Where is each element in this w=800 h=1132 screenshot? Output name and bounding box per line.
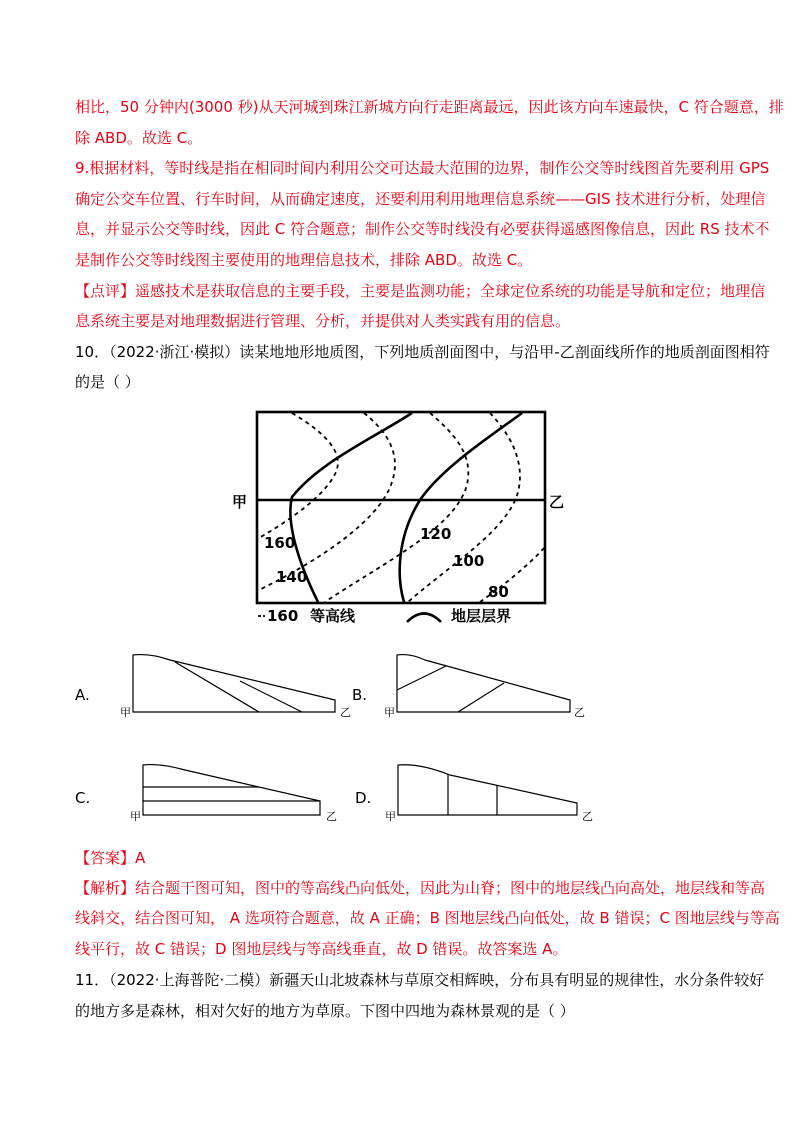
option-b-stratum-1: [397, 666, 446, 690]
contour-label-80: 80: [488, 583, 509, 601]
q10-stem-line-2: 的是（ ）: [75, 373, 140, 391]
q11-stem-line-1: 11．（2022·上海普陀·二模）新疆天山北坡森林与草原交相辉映，分布具有明显的规律性，水分条件较好: [75, 971, 765, 989]
contour-line-160: [259, 413, 338, 538]
option-c: [143, 765, 320, 815]
option-b-stratum-2: [458, 683, 504, 712]
stratum-boundary-1: [290, 413, 412, 602]
option-c-end: 乙: [326, 810, 337, 823]
comment-line-2: 息系统主要是对地理数据进行管理、分析，并提供对人类实践有用的信息。: [75, 312, 571, 330]
map-frame: [257, 412, 545, 603]
q10-answer: [75, 847, 145, 869]
option-a-profile: [133, 655, 335, 712]
contour-line-100: [408, 413, 520, 602]
contour-line-140: [259, 413, 395, 590]
profile-start-label: 甲: [232, 493, 248, 511]
option-c-start: 甲: [130, 810, 141, 823]
q10-analysis-line-3: 线平行，故 C 错误；D 图地层线与等高线垂直，故 D 错误。故答案选 A。: [75, 940, 568, 958]
option-a-stratum-1: [175, 662, 259, 712]
q9-analysis-line-3: 息，并显示公交等时线，因此 C 符合题意；制作公交等时线没有必要获得遥感图像信息，因此 RS 技术不: [75, 220, 770, 238]
option-b-profile: [397, 655, 570, 712]
analysis-label: 【解析】: [75, 879, 136, 897]
legend-contour-value: 160: [267, 607, 299, 625]
solution-line-1: 相比，50 分钟内(3000 秒)从天河城到珠江新城方向行走距离最远，因此该方向车速最快，C 符合题意，排: [75, 98, 784, 116]
option-a-stratum-2: [240, 681, 302, 712]
option-c-letter: C.: [75, 789, 91, 807]
map-legend: [258, 607, 511, 625]
analysis-text-1: 结合题干图可知，图中的等高线凸向低处，因此为山脊；图中的地层线凸向高处，地层线和等高: [135, 879, 766, 897]
q9-analysis-line-2: 确定公交车位置、行车时间，从而确定速度，还要利用利用地理信息系统——GIS 技术进行分析，处理信: [75, 190, 766, 208]
option-d: [398, 765, 577, 815]
answer-label: 【答案】: [75, 849, 136, 867]
q9-analysis-line-1: 9.根据材料，等时线是指在相同时间内利用公交可达最大范围的边界，制作公交等时线图首先要利用 GPS: [75, 159, 770, 177]
q9-analysis-line-4: 是制作公交等时线图主要使用的地理信息技术，排除 ABD。故选 C。: [75, 251, 533, 269]
q10-stem-line-1: 10．（2022·浙江·模拟）读某地地形地质图，下列地质剖面图中，与沿甲-乙剖面线所作的地质剖面图相符: [75, 343, 770, 361]
option-b-start: 甲: [384, 706, 395, 719]
option-d-letter: D.: [355, 789, 372, 807]
q10-analysis-line-1: [75, 877, 766, 899]
stratum-boundaries: [290, 413, 522, 602]
option-b-end: 乙: [574, 706, 585, 719]
contour-line-80: [480, 548, 544, 602]
option-a-start: 甲: [120, 706, 131, 719]
option-d-profile: [398, 765, 577, 815]
option-a: [133, 655, 335, 712]
profile-end-label: 乙: [549, 493, 565, 511]
contour-line-120: [325, 413, 468, 602]
option-a-end: 乙: [340, 706, 351, 719]
legend-boundary-symbol: [407, 614, 441, 623]
comment-text-1: 遥感技术是获取信息的主要手段，主要是监测功能；全球定位系统的功能是导航和定位；地理信: [135, 282, 766, 300]
option-d-end: 乙: [582, 810, 593, 823]
option-c-profile: [143, 765, 320, 815]
solution-line-2: 除 ABD。故选 C。: [75, 129, 203, 147]
answer-value: A: [135, 849, 146, 867]
legend-contour-label: 等高线: [310, 607, 356, 625]
contour-label-100: 100: [453, 552, 485, 570]
comment-line-1: [75, 280, 766, 302]
comment-label: 【点评】: [75, 282, 136, 300]
contour-label-160: 160: [264, 534, 296, 552]
legend-boundary-label: 地层层界: [451, 607, 512, 625]
contour-lines: [259, 413, 544, 602]
q11-stem-line-2: 的地方多是森林，相对欠好的地方为草原。下图中四地为森林景观的是（ ）: [75, 1002, 575, 1020]
option-d-start: 甲: [385, 810, 396, 823]
contour-label-140: 140: [276, 568, 308, 586]
q10-analysis-line-2: 线斜交，结合图可知， A 选项符合题意，故 A 正确；B 图地层线凸向低处，故 B 错误；C 图地层线与等高: [75, 909, 780, 927]
option-b: [397, 655, 570, 712]
contour-label-120: 120: [420, 525, 452, 543]
option-b-letter: B.: [352, 686, 368, 704]
stratum-boundary-2: [400, 413, 522, 602]
option-a-letter: A.: [75, 686, 90, 704]
terrain-geology-map: [232, 412, 564, 625]
